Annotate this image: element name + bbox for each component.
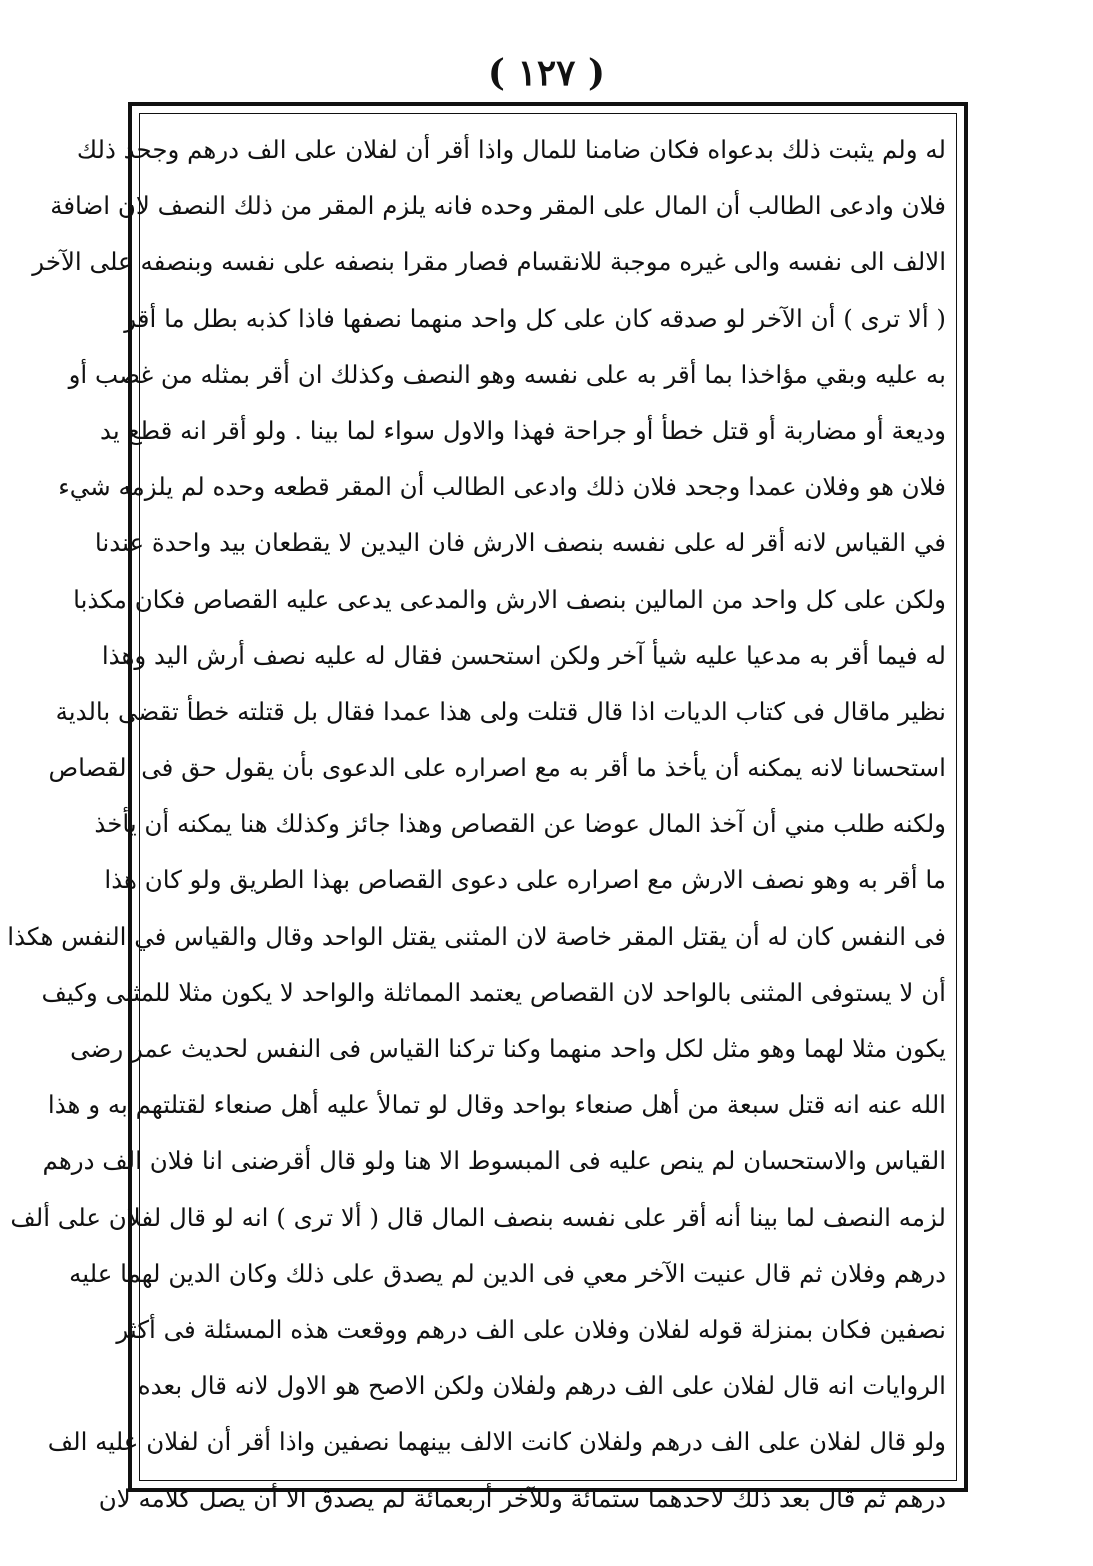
text-line: الروايات انه قال لفلان على الف درهم ولفلان ولكن الاصح هو الاول لانه قال بعده [137,1371,946,1401]
text-line: نظير ماقال فى كتاب الديات اذا قال قتلت ولى هذا عمدا فقال بل قتلته خطأ تقضى بالدية [55,696,946,726]
text-line: ما أقر به وهو نصف الارش مع اصراره على دعوى القصاص بهذا الطريق ولو كان هذا [104,865,946,895]
text-line: يكون مثلا لهما وهو مثل لكل واحد منهما وكنا تركنا القياس فى النفس لحديث عمر رضى [70,1034,946,1063]
text-line: درهم وفلان ثم قال عنيت الآخر معي فى الدين لم يصدق على ذلك وكان الدين لهما عليه [69,1258,946,1288]
text-line: القياس والاستحسان لم ينص عليه فى المبسوط الا هنا ولو قال أقرضنى انا فلان الف درهم [42,1146,946,1176]
text-line: فلان هو وفلان عمدا وجحد فلان ذلك وادعى الطالب أن المقر قطعه وحده لم يلزمه شيء [58,472,946,502]
text-line: ( ألا ترى ) أن الآخر لو صدقه كان على كل واحد منهما نصفها فاذا كذبه بطل ما أقر [124,303,946,333]
text-body [7,122,946,1513]
text-line: الالف الى نفسه والى غيره موجبة للانقسام فصار مقرا بنصفه على نفسه وبنصفه على الآخر [32,247,946,277]
text-line: فى النفس كان له أن يقتل المقر خاصة لان المثنى يقتل الواحد وقال والقياس في النفس هكذا [7,921,946,951]
page-number: ( ١٢٧ ) [487,52,606,94]
text-line: نصفين فكان بمنزلة قوله لفلان وفلان على الف درهم ووقعت هذه المسئلة فى أكثر [116,1314,946,1344]
text-line: درهم ثم قال بعد ذلك لاحدهما ستمائة وللآخر أربعمائة لم يصدق الا أن يصل كلامه لان [98,1483,946,1513]
text-line: الله عنه انه قتل سبعة من أهل صنعاء بواحد وقال لو تمالأ عليه أهل صنعاء لقتلتهم به و هذا [47,1090,946,1120]
text-line: ولكن على كل واحد من المالين بنصف الارش والمدعى يدعى عليه القصاص فكان مكذبا [73,584,946,614]
text-line: لزمه النصف لما بينا أنه أقر على نفسه بنصف المال قال ( ألا ترى ) انه لو قال لفلان على ألف [10,1202,946,1232]
text-line: فلان وادعى الطالب أن المال على المقر وحده فانه يلزم المقر من ذلك النصف لان اضافة [50,191,946,221]
text-line: أن لا يستوفى المثنى بالواحد لان القصاص يعتمد المماثلة والواحد لا يكون مثلا للمثنى وكيف [41,977,946,1007]
text-line: في القياس لانه أقر له على نفسه بنصف الارش فان اليدين لا يقطعان بيد واحدة عندنا [94,528,946,558]
text-line: له ولم يثبت ذلك بدعواه فكان ضامنا للمال واذا أقر أن لفلان على الف درهم وجحد ذلك [76,135,946,164]
text-line: استحسانا لانه يمكنه أن يأخذ ما أقر به مع اصراره على الدعوى بأن يقول حق فى القصاص [48,753,946,783]
text-line: ولو قال لفلان على الف درهم ولفلان كانت الالف بينهما نصفين واذا أقر أن لفلان عليه الف [47,1427,946,1457]
text-line: به عليه وبقي مؤاخذا بما أقر به على نفسه وهو النصف وكذلك ان أقر بمثله من غصب أو [68,359,946,389]
text-line: ولكنه طلب مني أن آخذ المال عوضا عن القصاص وهذا جائز وكذلك هنا يمكنه أن يأخذ [94,809,946,839]
text-line: له فيما أقر به مدعيا عليه شيأ آخر ولكن استحسن فقال له عليه نصف أرش اليد وهذا [101,640,946,670]
text-line: وديعة أو مضاربة أو قتل خطأ أو جراحة فهذا والاول سواء لما بينا . ولو أقر انه قطع يد [99,415,946,445]
